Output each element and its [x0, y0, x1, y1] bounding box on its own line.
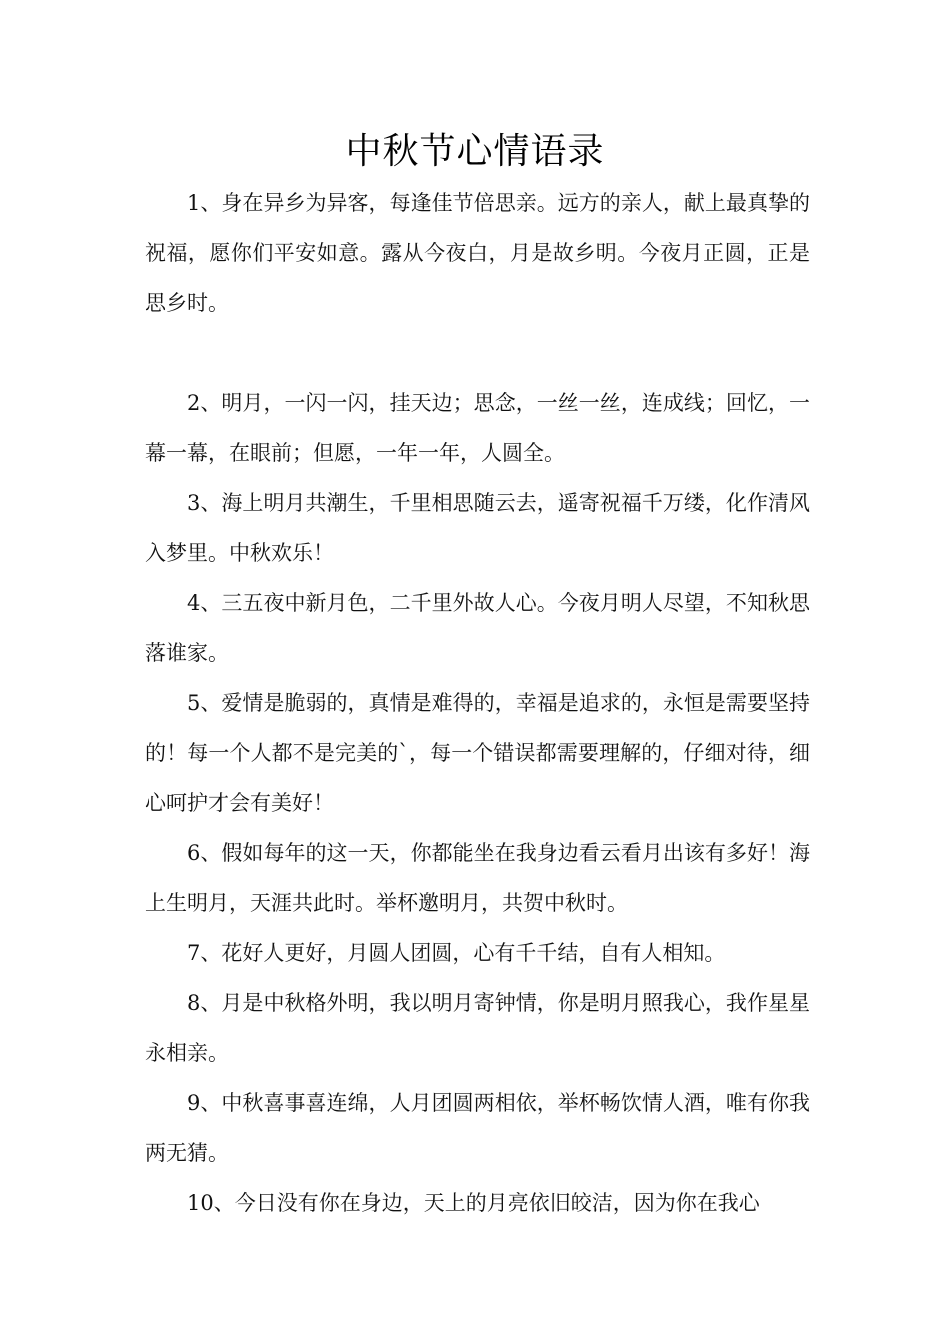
paragraph-gap: [145, 328, 810, 378]
document-title: 中秋节心情语录: [345, 131, 605, 172]
quote-paragraph-10: 10、今日没有你在身边，天上的月亮依旧皎洁，因为你在我心: [187, 1191, 760, 1215]
quote-paragraph-1: 1、身在异乡为异客，每逢佳节倍思亲。远方的亲人，献上最真挚的祝福，愿你们平安如意。露从今夜白，月是故乡明。今夜月正圆，正是思乡时。: [145, 191, 810, 315]
quote-paragraph-4: 4、三五夜中新月色，二千里外故人心。今夜月明人尽望，不知秋思落谁家。: [145, 591, 810, 665]
quote-paragraph-5: 5、爱情是脆弱的，真情是难得的，幸福是追求的，永恒是需要坚持的！每一个人都不是完美的`，每一个错误都需要理解的，仔细对待，细心呵护才会有美好！: [145, 691, 810, 815]
document-body: [145, 178, 810, 1228]
quote-paragraph-3: 3、海上明月共潮生，千里相思随云去，遥寄祝福千万缕，化作清风入梦里。中秋欢乐！: [145, 491, 810, 565]
quote-paragraph-9: 9、中秋喜事喜连绵，人月团圆两相依，举杯畅饮情人酒，唯有你我两无猜。: [145, 1091, 810, 1165]
quote-paragraph-6: 6、假如每年的这一天，你都能坐在我身边看云看月出该有多好！海上生明月，天涯共此时。举杯邀明月，共贺中秋时。: [145, 841, 810, 915]
quote-paragraph-8: 8、月是中秋格外明，我以明月寄钟情，你是明月照我心，我作星星永相亲。: [145, 991, 810, 1065]
quote-paragraph-2: 2、明月，一闪一闪，挂天边；思念，一丝一丝，连成线；回忆，一幕一幕，在眼前；但愿，一年一年，人圆全。: [145, 391, 810, 465]
quote-paragraph-7: 7、花好人更好，月圆人团圆，心有千千结，自有人相知。: [187, 941, 726, 965]
